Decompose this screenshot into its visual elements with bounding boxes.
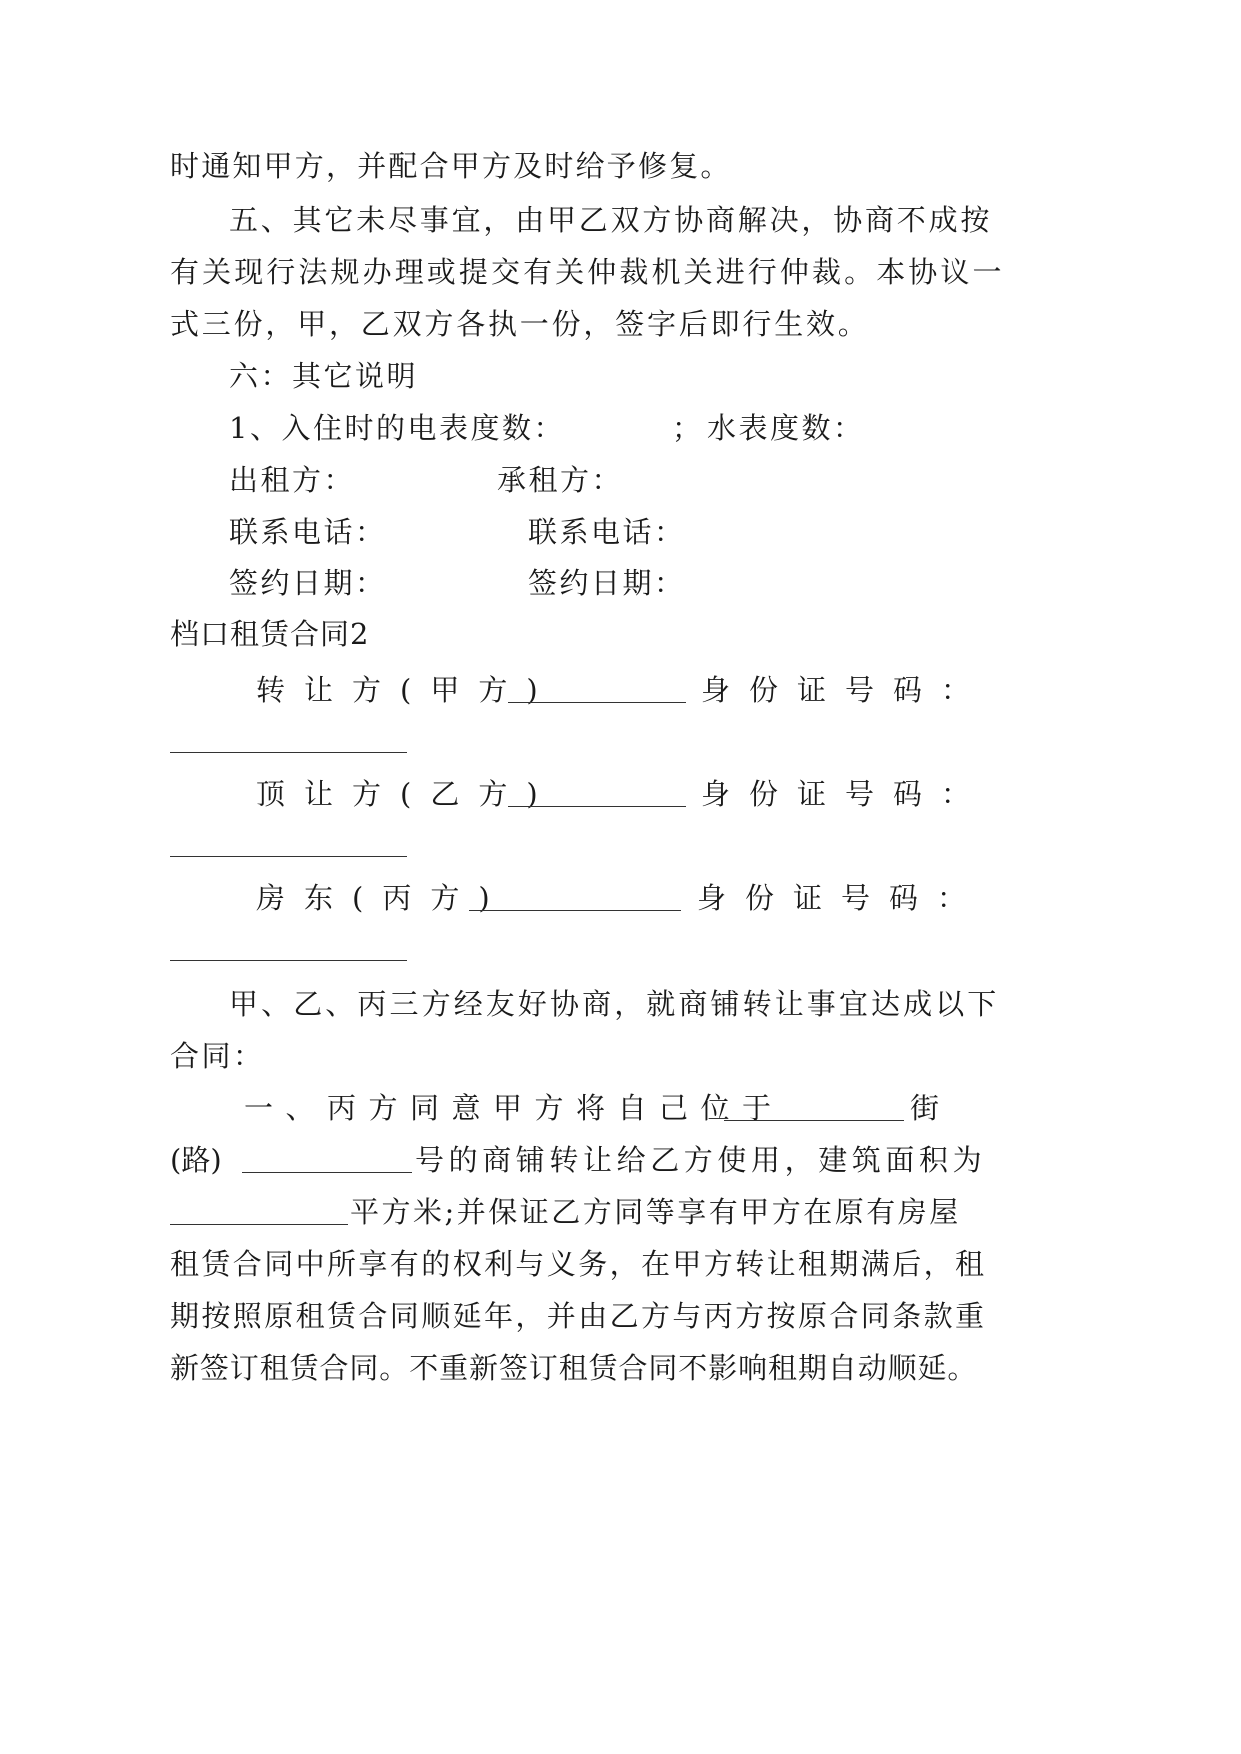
clause1-line-6: 新签订租赁合同。不重新签订租赁合同不影响租期自动顺延。 <box>170 1351 978 1385</box>
clause5-line-3: 式三份，甲，乙双方各执一份，签字后即行生效。 <box>170 307 870 341</box>
clause1-line-4: 租赁合同中所享有的权利与义务，在甲方转让租期满后，租 <box>170 1247 987 1281</box>
meter-separator: ； <box>672 411 702 445</box>
lessee-phone-label: 联系电话： <box>528 515 686 549</box>
street-blank <box>724 1090 904 1121</box>
clause1-line-2: 号的商铺转让给乙方使用，建筑面积为 <box>415 1143 987 1177</box>
party-c-name-blank <box>469 880 681 911</box>
party-a-id-label: 身份证号码： <box>701 673 990 707</box>
party-a-id-blank <box>170 722 407 753</box>
lessee-date-label: 签约日期： <box>528 566 686 600</box>
party-b-id-label: 身份证号码： <box>701 777 990 811</box>
party-c-label: 房东(丙方) <box>256 881 509 915</box>
party-b-label: 顶让方(乙方) <box>256 777 557 811</box>
clause1-line-5: 期按照原租赁合同顺延年，并由乙方与丙方按原合同条款重 <box>170 1299 987 1333</box>
street-suffix: 街 <box>910 1091 940 1125</box>
area-blank <box>170 1194 348 1225</box>
clause6-heading: 六：其它说明 <box>229 359 419 393</box>
contract2-title: 档口租赁合同2 <box>170 617 370 651</box>
lessor-date-label: 签约日期： <box>229 566 387 600</box>
intro-line-1: 甲、乙、丙三方经友好协商，就商铺转让事宜达成以下 <box>229 987 1000 1021</box>
clause5-line-2: 有关现行法规办理或提交有关仲裁机关进行仲裁。本协议一 <box>170 255 1005 289</box>
party-b-name-blank <box>508 776 686 807</box>
party-a-label: 转让方(甲方) <box>256 673 557 707</box>
lessor-label: 出租方： <box>229 463 356 497</box>
party-c-id-blank <box>170 930 407 961</box>
water-meter-label: 水表度数： <box>707 411 865 445</box>
clause1-line-1: 一、丙方同意甲方将自己位于 <box>244 1091 784 1125</box>
party-a-name-blank <box>508 672 686 703</box>
party-b-id-blank <box>170 826 407 857</box>
clause1-line-3: 平方米;并保证乙方同等享有甲方在原有房屋 <box>350 1195 961 1229</box>
electric-meter-label: 1、入住时的电表度数： <box>229 411 565 445</box>
number-blank <box>242 1142 412 1173</box>
lessee-label: 承租方： <box>497 463 624 497</box>
clause5-line-1: 五、其它未尽事宜，由甲乙双方协商解决，协商不成按 <box>229 203 993 237</box>
party-c-id-label: 身份证号码： <box>697 881 986 915</box>
clause4-tail: 时通知甲方，并配合甲方及时给予修复。 <box>170 149 732 183</box>
lessor-phone-label: 联系电话： <box>229 515 387 549</box>
road-label: (路) <box>170 1143 222 1177</box>
intro-line-2: 合同： <box>170 1039 265 1073</box>
